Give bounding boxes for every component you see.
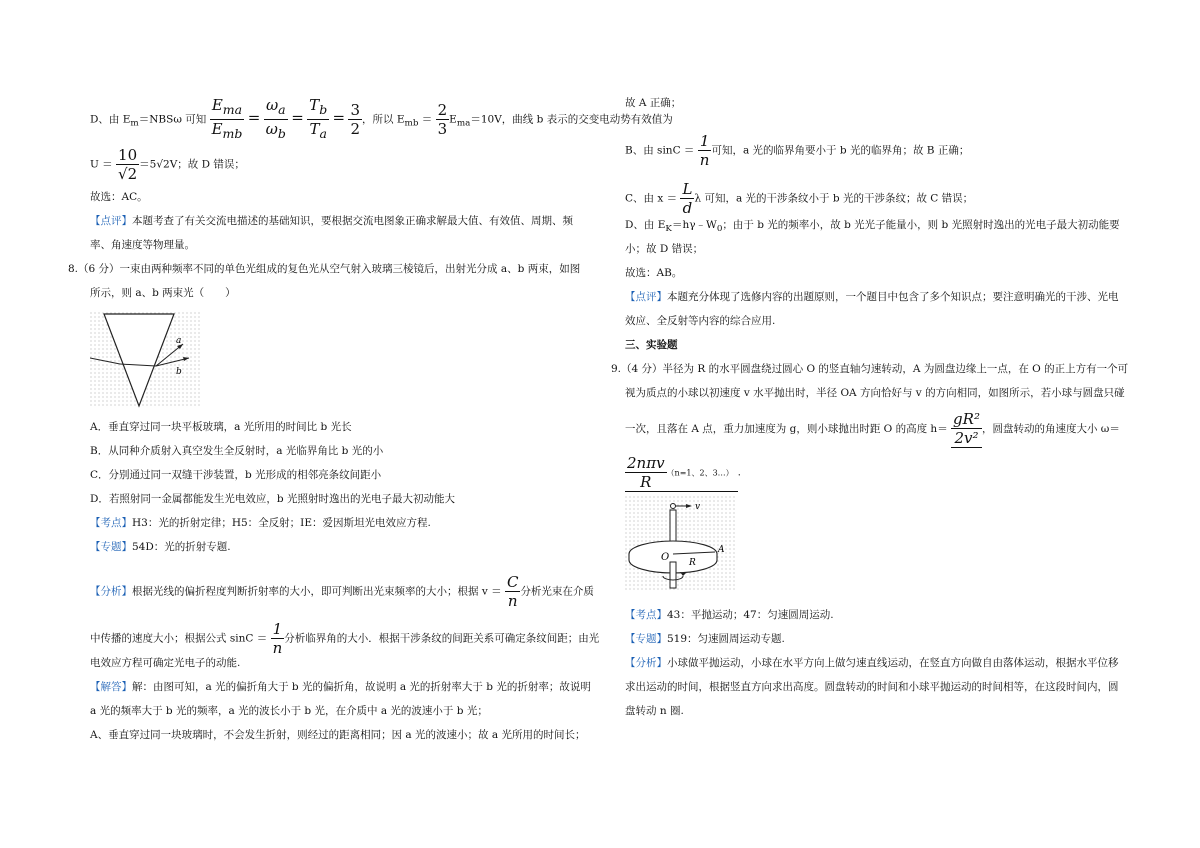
disk-figure xyxy=(625,496,737,592)
sub: a xyxy=(278,102,286,117)
den: ω xyxy=(265,120,278,138)
sub: b xyxy=(277,126,286,141)
jieda-line-3: A、垂直穿过同一块玻璃时，不会发生折射，则经过的距离相同；因 a 光的波速小；故 a 光所用的时间长； xyxy=(90,729,586,741)
fraction-l-d xyxy=(680,180,694,217)
zhuanti-tag: 【专题】 xyxy=(90,541,132,553)
fraction-3-2 xyxy=(348,101,362,138)
fraction-c-n xyxy=(505,573,520,610)
comment-line-1 xyxy=(90,214,573,228)
text: 分析光束在介质 xyxy=(520,585,594,598)
text: 54D：光的折射专题. xyxy=(132,541,231,553)
subscript: K xyxy=(665,224,672,235)
answer-h-fraction xyxy=(951,410,982,448)
answer-omega-fraction xyxy=(625,454,667,491)
answer-omega-blank xyxy=(625,454,738,492)
kaodian-line xyxy=(90,516,431,530)
section-heading: 三、实验题 xyxy=(625,339,678,351)
fraction-2-3 xyxy=(436,101,450,138)
fenxi-line-2: 求出运动的时间，根据竖直方向求出高度。圆盘转动的时间和小球平抛运动的时间相等，在这段时间内，圆 xyxy=(625,681,1119,693)
num: L xyxy=(682,180,693,198)
a-correct-line: 故 A 正确； xyxy=(625,97,682,109)
sub: a xyxy=(319,126,327,141)
num: 2 xyxy=(437,101,448,119)
center-label: O xyxy=(661,552,670,563)
den: R xyxy=(640,473,652,491)
text: ＝10V，曲线 b 表示的交变电动势有效值为 xyxy=(470,113,673,126)
fraction-1-n xyxy=(698,132,712,169)
text: 根据光线的偏折程度判断折射率的大小，即可判断出光束频率的大小；根据 v ＝ xyxy=(132,585,502,598)
option-a: A．垂直穿过同一块平板玻璃，a 光所用的时间比 b 光长 xyxy=(90,421,352,433)
fraction-period xyxy=(307,96,329,143)
point-a-label: A xyxy=(718,545,725,555)
subscript: mb xyxy=(404,118,419,129)
option-d-derivation: D、由 $E_m=NBS\omega$ 可知 $\frac{E_{ma}}{E_{mb}}$ = $\frac{\omega_a}{\omega_b}$ = $\frac{T_b}{T_a}$ = $\frac{3}{2}$ ，所以 $E_{mb}$ ＝ $\frac{2}{3}$ $E_{ma}=10V$，曲线 b 表示的交变电动势有效值为 xyxy=(90,96,673,141)
sub: b xyxy=(319,102,328,117)
jieda-tag: 【解答】 xyxy=(90,681,132,693)
text: （n=1、2、3…） xyxy=(666,468,734,478)
comment-tag: 【点评】 xyxy=(90,215,132,227)
num: 10 xyxy=(116,146,139,165)
kaodian-tag: 【考点】 xyxy=(90,517,132,529)
subscript: m xyxy=(130,118,139,129)
sub: mb xyxy=(222,126,243,141)
zhuanti-line xyxy=(90,540,231,554)
sub: ma xyxy=(222,102,243,117)
zhuanti-tag: 【专题】 xyxy=(625,633,667,645)
question-9-line-4 xyxy=(625,454,741,492)
answer-line: 故选：AC。 xyxy=(90,191,148,203)
num: 2nπv xyxy=(627,454,665,472)
fraction-omega xyxy=(264,96,288,143)
text: ＝hγ﹣W xyxy=(671,219,717,231)
text: ，所以 E xyxy=(362,113,405,126)
question-9-line-2: 视为质点的小球以初速度 v 水平抛出时，半径 OA 方向恰好与 v 的方向相同，如图所示，若小球与圆盘只碰 xyxy=(625,387,1125,399)
text: E xyxy=(449,113,457,126)
ray-b-label: b xyxy=(176,367,182,377)
text: 可知，a 光的临界角要小于 b 光的临界角；故 B 正确； xyxy=(711,144,970,157)
text: D、由 E xyxy=(625,219,666,231)
text: ，圆盘转动的角速度大小 ω＝ xyxy=(981,423,1120,435)
kaodian-tag: 【考点】 xyxy=(625,609,667,621)
fenxi-line-1 xyxy=(90,573,594,610)
num: T xyxy=(309,96,320,114)
text: C、由 x ＝ xyxy=(625,192,678,205)
fraction-10-root2 xyxy=(116,146,139,183)
den: E xyxy=(211,120,223,138)
fraction-1-n xyxy=(271,620,285,657)
den: n xyxy=(699,151,710,169)
comment-tag: 【点评】 xyxy=(625,291,667,303)
prism-figure xyxy=(90,312,200,408)
zhuanti-line xyxy=(625,632,785,646)
velocity-label: v xyxy=(695,502,701,512)
option-c: C．分别通过同一双缝干涉装置，b 光形成的相邻亮条纹间距小 xyxy=(90,469,382,481)
den: d xyxy=(682,199,693,217)
text: λ 可知，a 光的干涉条纹小于 b 光的干涉条纹；故 C 错误； xyxy=(694,192,974,205)
comment-line-2: 效应、全反射等内容的综合应用. xyxy=(625,315,776,327)
option-c-analysis xyxy=(625,180,973,217)
subscript: 0 xyxy=(716,224,723,235)
text: 解：由图可知，a 光的偏折角大于 b 光的偏折角，故说明 a 光的折射率大于 b 光的折射率；故说明 xyxy=(132,681,591,693)
den: 3 xyxy=(437,120,448,138)
num: 1 xyxy=(698,132,712,151)
option-d: D．若照射同一金属都能发生光电效应，b 光照射时逸出的光电子最大初动能大 xyxy=(90,493,455,505)
num: 3 xyxy=(350,101,361,119)
text: D、由 E xyxy=(90,113,131,126)
question-8-line-1: 8.（6 分）一束由两种频率不同的单色光组成的复色光从空气射入玻璃三棱镜后，出射光分成 a、b 两束，如图 xyxy=(68,263,581,275)
fenxi-line-2 xyxy=(90,620,599,657)
kaodian-line xyxy=(625,608,834,622)
option-d-analysis-1 xyxy=(625,218,1120,236)
text: 一次，且落在 A 点，重力加速度为 g，则小球抛出时距 O 的高度 h＝ xyxy=(625,423,948,435)
text: . xyxy=(737,466,742,479)
num: C xyxy=(506,573,519,591)
question-9-line-1: 9.（4 分）半径为 R 的水平圆盘绕过圆心 O 的竖直轴匀速转动，A 为圆盘边缘上一点，在 O 的正上方有一个可 xyxy=(611,363,1129,375)
den: 2 xyxy=(350,120,361,138)
num: ω xyxy=(265,96,279,114)
text: B、由 sinC ＝ xyxy=(625,144,695,157)
fenxi-line-3: 盘转动 n 圈. xyxy=(625,705,684,717)
text: 519：匀速圆周运动专题. xyxy=(667,633,785,645)
jieda-line-1 xyxy=(90,680,591,694)
fraction-ema-emb xyxy=(210,96,245,143)
option-b-analysis xyxy=(625,132,969,169)
text: 43：平抛运动；47：匀速圆周运动. xyxy=(667,609,834,621)
fenxi-tag: 【分析】 xyxy=(625,657,667,669)
den: √2 xyxy=(118,165,138,183)
den: 2v² xyxy=(954,429,979,447)
comment-line-2: 率、角速度等物理量。 xyxy=(90,239,195,251)
text: ＝NBSω 可知 xyxy=(138,113,207,126)
den: n xyxy=(507,592,518,610)
text: 本题充分体现了选修内容的出题原则，一个题目中包含了多个知识点；要注意明确光的干涉、光电 xyxy=(667,291,1119,303)
ray-a-label: a xyxy=(176,336,182,346)
num: 1 xyxy=(271,620,285,639)
question-9-line-3 xyxy=(625,410,1120,448)
fenxi-line-1 xyxy=(625,656,1119,670)
num: gR² xyxy=(953,410,980,428)
text: 分析临界角的大小．根据干涉条纹的间距关系可确定条纹间距；由光 xyxy=(284,632,600,645)
text: ；由于 b 光的频率小，故 b 光光子能量小，则 b 光照射时逸出的光电子最大初动能要 xyxy=(722,219,1120,231)
text: 小球做平抛运动，小球在水平方向上做匀速直线运动，在竖直方向做自由落体运动，根据水平位移 xyxy=(667,657,1119,669)
text: H3：光的折射定律；H5：全反射；IE：爱因斯坦光电效应方程. xyxy=(132,517,431,529)
jieda-line-2: a 光的频率大于 b 光的频率，a 光的波长小于 b 光，在介质中 a 光的波速小于 b 光； xyxy=(90,705,488,717)
num: E xyxy=(211,96,223,114)
den: T xyxy=(309,120,320,138)
text: 本题考查了有关交流电描述的基础知识，要根据交流电图象正确求解最大值、有效值、周期、频 xyxy=(132,215,573,227)
den: n xyxy=(272,639,283,657)
answer-line: 故选：AB。 xyxy=(625,267,683,279)
radius-label: R xyxy=(689,558,696,568)
option-b: B．从同种介质射入真空发生全反射时，a 光临界角比 b 光的小 xyxy=(90,445,384,457)
text: ＝5√2V；故 D 错误； xyxy=(139,158,245,171)
subscript: ma xyxy=(456,118,471,129)
fenxi-line-3: 电效应方程可确定光电子的动能. xyxy=(90,657,241,669)
text: U ＝ xyxy=(90,158,113,171)
text: 中传播的速度大小；根据公式 sinC ＝ xyxy=(90,632,268,645)
fenxi-tag: 【分析】 xyxy=(90,585,132,598)
comment-line-1 xyxy=(625,290,1119,304)
effective-voltage xyxy=(90,146,245,183)
question-8-line-2: 所示，则 a、b 两束光（ ） xyxy=(90,287,236,299)
option-d-analysis-2: 小；故 D 错误； xyxy=(625,243,704,255)
